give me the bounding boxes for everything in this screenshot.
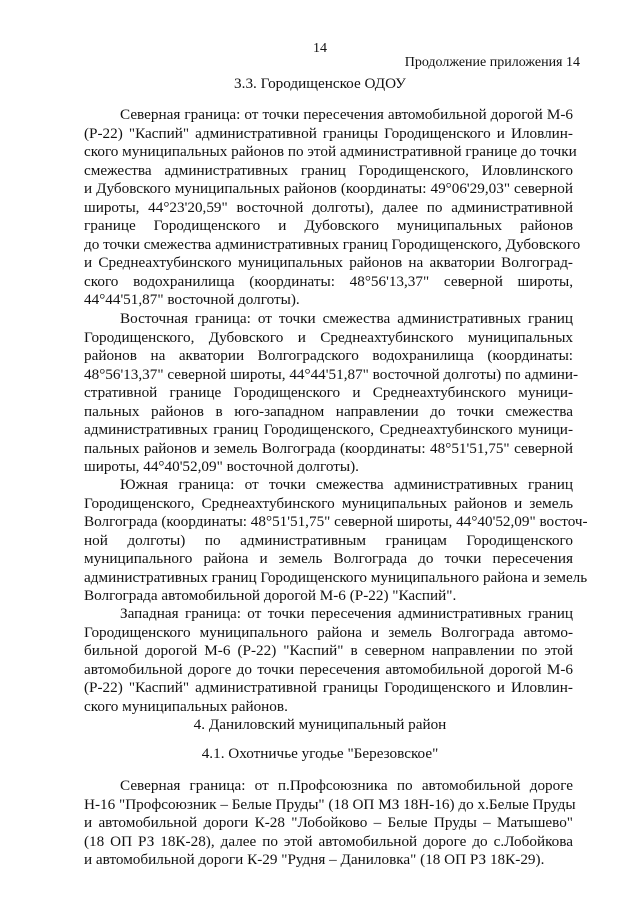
text-line: смежества административных границ Городищенского, Иловлинского — [84, 161, 573, 179]
text-line: 48°56'13,37" северной широты, 44°44'51,87" восточной долготы) по админи- — [84, 365, 579, 383]
paragraph-north-border — [84, 106, 581, 310]
text-line: Северная граница: от точки пересечения автомобильной дорогой М-6 — [120, 106, 573, 123]
section-heading-4: 4. Даниловский муниципальный район — [193, 716, 447, 733]
text-line: ского муниципальных районов. — [84, 697, 288, 715]
text-line: и Среднеахтубинского муниципальных районов на акватории Волгоград- — [84, 254, 573, 271]
text-line: широты, 44°40'52,09" восточной долготы). — [84, 458, 359, 475]
text-line: и Дубовского муниципальных районов (координаты: 49°06'29,03" северной — [84, 180, 573, 197]
text-line: районов на акватории Волгоградского водохранилища (координаты: — [84, 347, 573, 364]
text-line: ского водохранилища (координаты: 48°56'13,37" северной широты, — [84, 272, 573, 290]
text-line: административных границ Городищенского муниципального района и земель — [84, 568, 588, 586]
text-line: Н-16 "Профсоюзник – Белые Пруды" (18 ОП МЗ 18Н-16) до х.Белые Пруды — [84, 795, 576, 813]
text-line: Северная граница: от п.Профсоюзника по автомобильной дороге — [120, 777, 573, 794]
text-line: административных границ Городищенского, Среднеахтубинского муници- — [84, 421, 573, 438]
text-line: пальных районов и земель Волгограда (координаты: 48°51'51,75" северной — [84, 439, 573, 457]
text-line: Городищенского, Дубовского и Среднеахтубинского муниципальных — [84, 328, 573, 346]
paragraph-south-border — [84, 476, 588, 606]
paragraph-berezovskoe-north-border — [84, 777, 576, 870]
paragraph-west-border — [84, 605, 573, 716]
text-line: границе Городищенского и Дубовского муниципальных районов — [84, 217, 573, 234]
text-line: автомобильной дороге до точки пересечения автомобильной дорогой М-6 — [84, 660, 573, 678]
continuation-note: Продолжение приложения 14 — [404, 55, 580, 70]
text-line: до точки смежества административных границ Городищенского, Дубовского — [84, 235, 581, 253]
text-line: широты, 44°23'20,59" восточной долготы), далее по административной — [84, 198, 573, 216]
text-line: пальных районов в юго-западном направлении до точки смежества — [84, 402, 573, 420]
section-heading-3-3: 3.3. Городищенское ОДОУ — [234, 75, 406, 92]
text-line: и автомобильной дороги К-29 "Рудня – Даниловка" (18 ОП РЗ 18К-29). — [84, 851, 545, 868]
text-line: Восточная граница: от точки смежества административных границ — [120, 310, 573, 327]
text-line: (Р-22) "Каспий" административной границы Городищенского и Иловлин- — [84, 124, 573, 142]
text-line: Западная граница: от точки пересечения административных границ — [120, 605, 573, 622]
text-line: ной долготы) по административным границам Городищенского — [84, 531, 573, 549]
text-line: бильной дорогой М-6 (Р-22) "Каспий" в северном направлении по этой — [84, 642, 573, 659]
text-line: Городищенского, Среднеахтубинского муниципальных районов и земель — [84, 494, 573, 512]
text-line: муниципального района и земель Волгограда до точки пересечения — [84, 550, 573, 567]
text-line: Волгограда автомобильной дорогой М-6 (Р-22) "Каспий". — [84, 587, 457, 604]
text-line: стративной границе Городищенского и Среднеахтубинского муници- — [84, 384, 573, 401]
text-line: 44°44'51,87" восточной долготы). — [84, 291, 300, 308]
text-line: ского муниципальных районов по этой административной границе до точки — [84, 143, 577, 160]
section-heading-4-1: 4.1. Охотничье угодье "Березовское" — [201, 745, 439, 762]
page-number: 14 — [313, 41, 327, 56]
paragraph-east-border — [84, 310, 579, 477]
text-line: (Р-22) "Каспий" административной границы Городищенского и Иловлин- — [84, 679, 573, 696]
text-line: и автомобильной дороги К-28 "Лобойково – Белые Пруды – Матышево" — [84, 814, 573, 831]
text-line: Волгограда (координаты: 48°51'51,75" северной широты, 44°40'52,09" восточ- — [84, 513, 588, 530]
text-line: Южная граница: от точки смежества административных границ — [120, 476, 573, 493]
text-line: (18 ОП РЗ 18К-28), далее по этой автомобильной дороге до с.Лобойкова — [84, 832, 573, 850]
text-line: Городищенского муниципального района и земель Волгограда автомо- — [84, 623, 573, 641]
